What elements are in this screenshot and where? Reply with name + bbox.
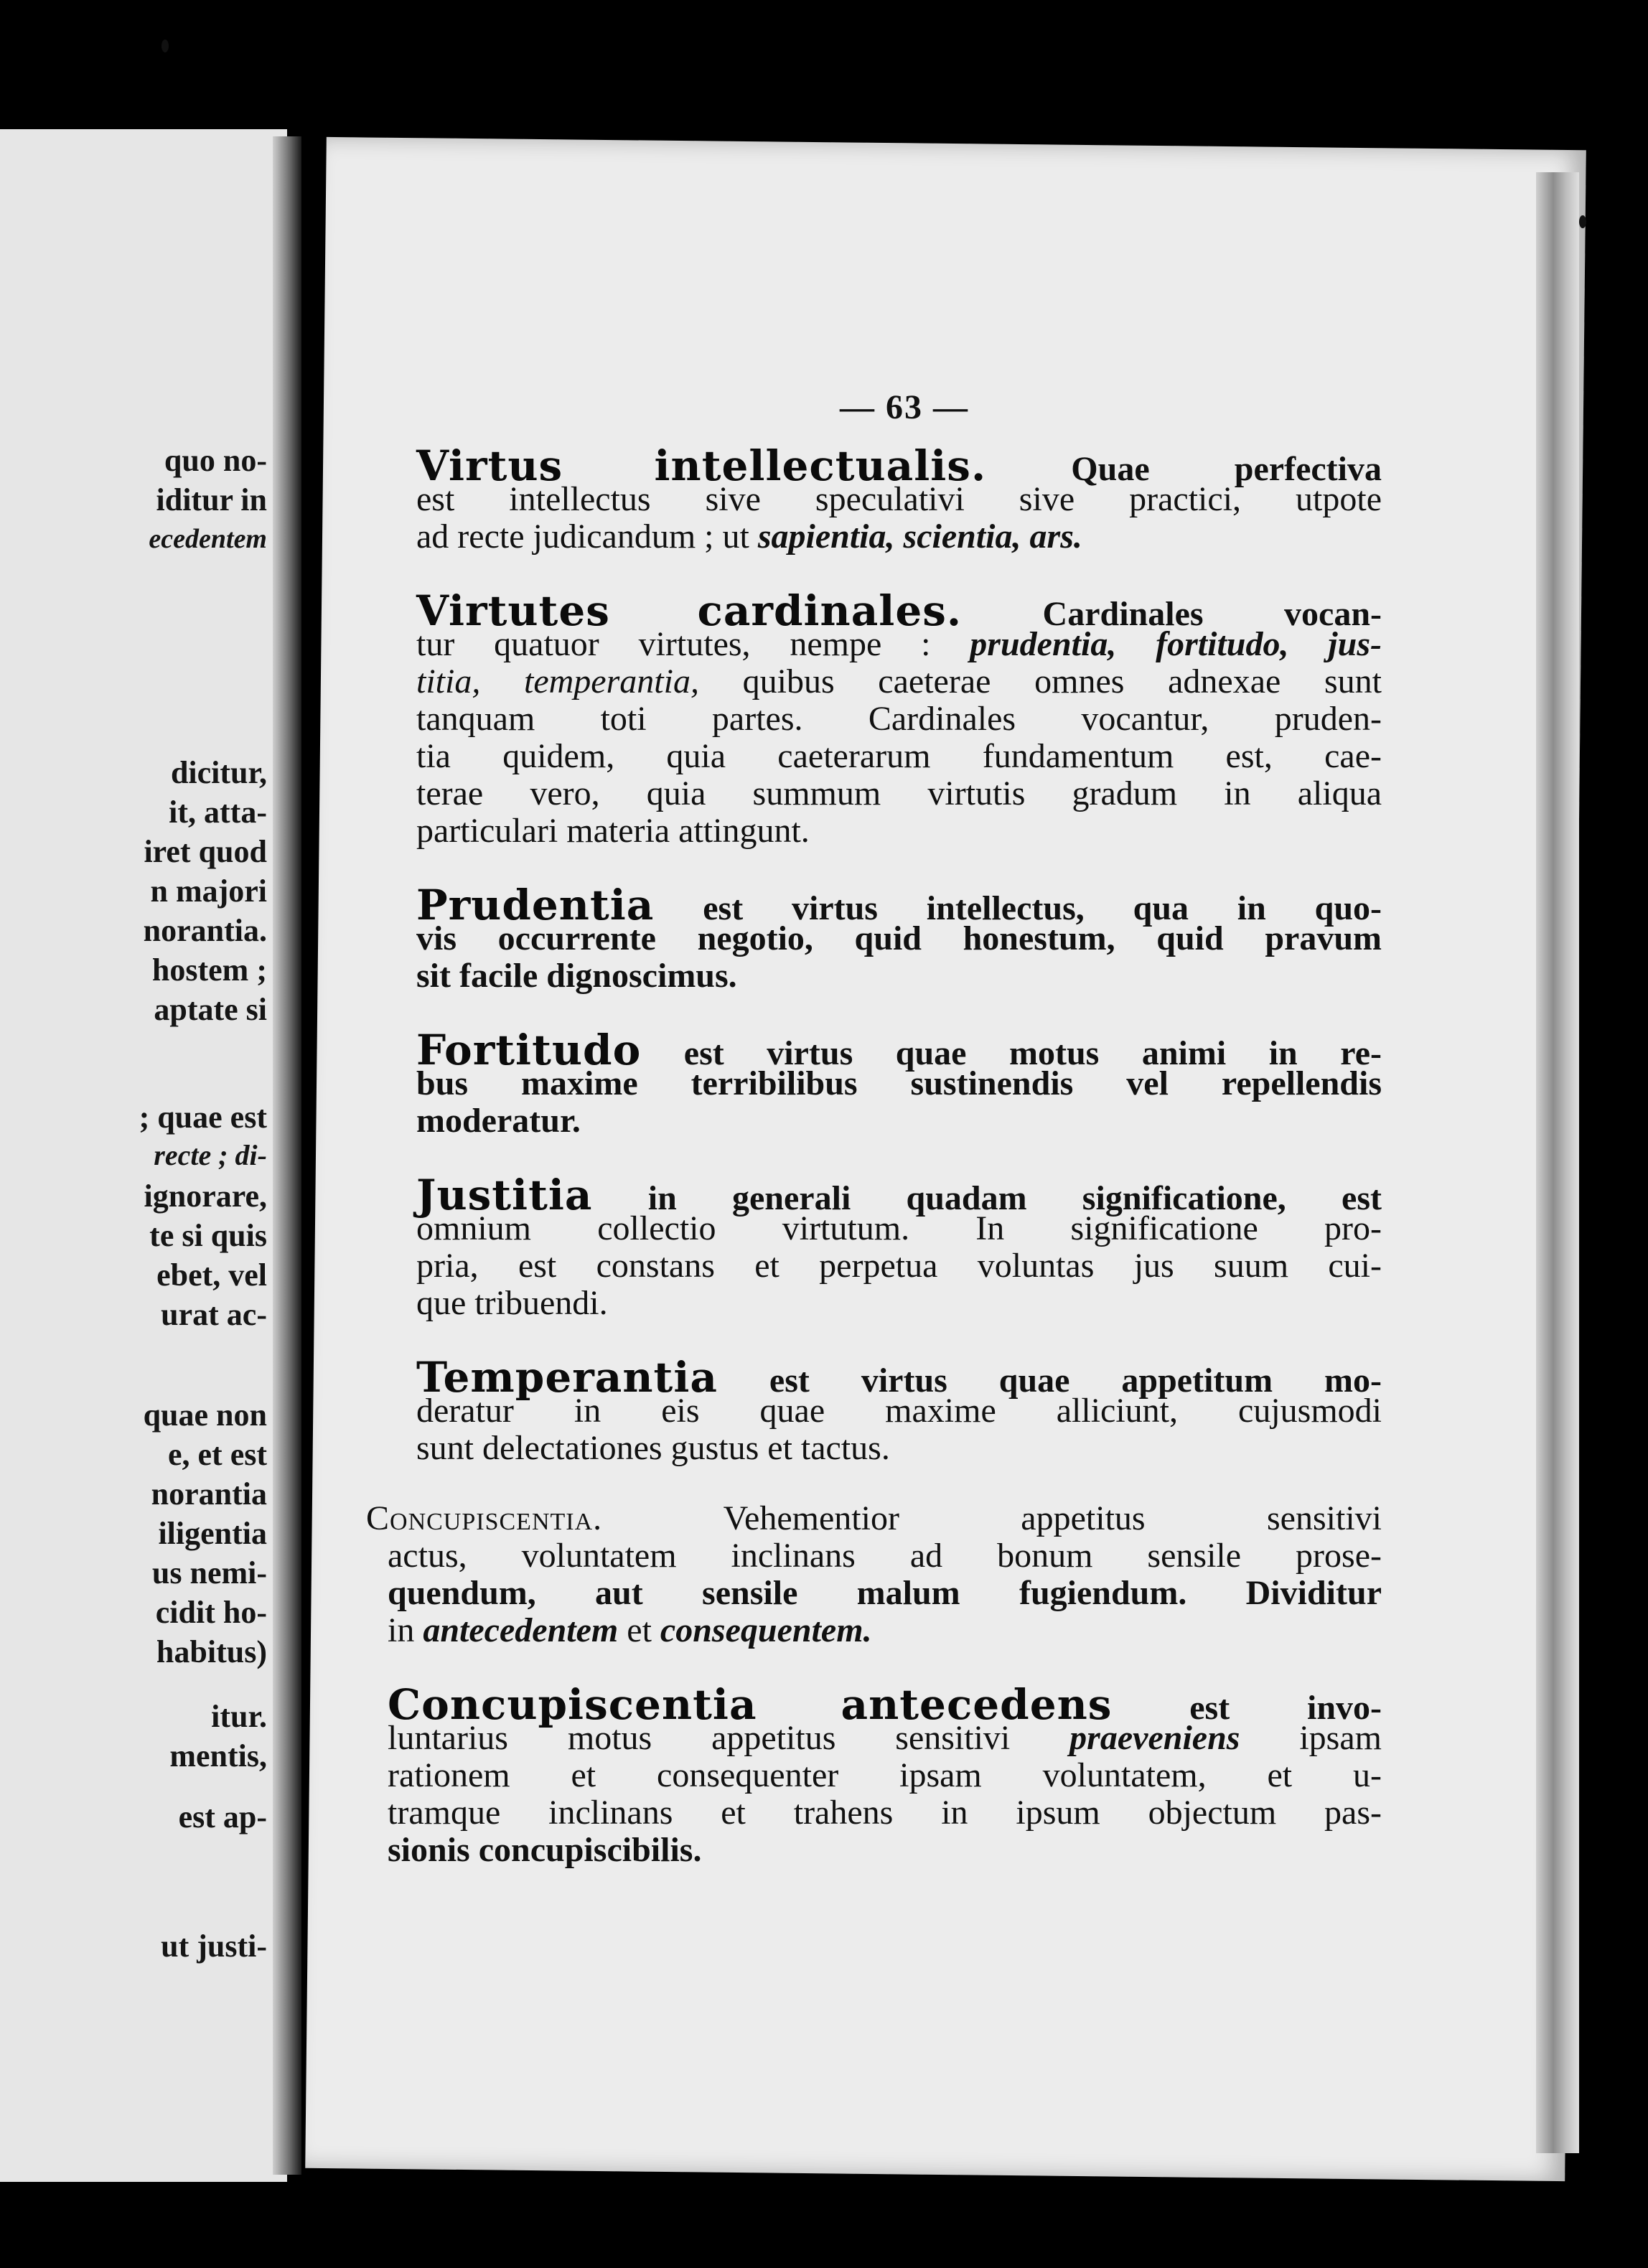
entry-text: antecedentem [423, 1611, 619, 1649]
left-line: norantia. [143, 913, 267, 948]
left-line: est ap- [178, 1799, 267, 1834]
entry-line: rationem et consequenter ipsam voluntatem, et u- [388, 1756, 1382, 1794]
left-line: itur. [211, 1699, 267, 1734]
left-line: iditur in [156, 482, 267, 517]
left-line: ut justi- [161, 1929, 267, 1964]
entry-text: est virtus quae motus animi in re- [683, 1034, 1382, 1072]
entry-line: tia quidem, quia caeterarum fundamentum est, cae- [416, 737, 1382, 775]
left-line: norantia [151, 1476, 267, 1512]
entry-line: actus, voluntatem inclinans ad bonum sensile prose- [388, 1537, 1382, 1575]
previous-page-fragment [0, 129, 287, 2182]
entry-text: quibus caeterae omnes adnexae sunt [698, 662, 1382, 700]
entry-text: in generali quadam significatione, est [647, 1179, 1382, 1217]
left-line: iret quod [144, 834, 267, 869]
book-gutter [273, 136, 301, 2175]
left-line: cidit ho- [155, 1595, 267, 1630]
left-line: ebet, vel [156, 1257, 267, 1293]
entry-temperantia [416, 1353, 1382, 1468]
entry-line: sionis concupiscibilis. [388, 1831, 702, 1869]
entry-line: sit facile dignoscimus. [416, 957, 737, 995]
entry-line: pria, est constans et perpetua voluntas jus suum cui- [416, 1247, 1382, 1285]
entry-heading: Virtus intellectualis. [416, 441, 987, 490]
entry-text: prudentia, fortitudo, jus- [970, 625, 1382, 663]
entry-concupiscentia [366, 1501, 1382, 1651]
left-line: recte ; di- [154, 1139, 267, 1171]
left-line: e, et est [167, 1437, 267, 1472]
entry-justitia [416, 1171, 1382, 1323]
page-number: — 63 — [840, 388, 969, 426]
entry-line: est intellectus sive speculativi sive practici, utpote [416, 480, 1382, 518]
scan-speck [161, 39, 169, 52]
entry-line: vis occurrente negotio, quid honestum, quid pravum [416, 919, 1382, 957]
entry-line: omnium collectio virtutum. In significatione pro- [416, 1209, 1382, 1247]
entry-text: consequentem. [660, 1611, 872, 1649]
left-line: te si quis [149, 1218, 267, 1253]
scan-speck [1579, 215, 1586, 228]
entry-text: sapientia, scientia, ars. [757, 517, 1082, 556]
left-line: hostem ; [151, 952, 267, 988]
entry-text: luntarius motus appetitus sensitivi [388, 1719, 1070, 1757]
page-edge [1536, 172, 1579, 2153]
entry-fortitudo [416, 1026, 1382, 1141]
left-line: dicitur, [170, 755, 267, 790]
entry-virtutes-cardinales [416, 586, 1382, 851]
entry-heading: Justitia [416, 1171, 593, 1219]
entry-text: est invo- [1189, 1689, 1382, 1727]
entry-text: et [618, 1611, 660, 1649]
entry-text: Quae perfectiva [1071, 450, 1382, 488]
entry-text: ipsam [1240, 1719, 1382, 1757]
entry-text: Vehementior appetitus sensitivi [723, 1499, 1382, 1537]
entry-text: Cardinales vocan- [1042, 595, 1382, 633]
entry-virtus-intellectualis [416, 441, 1382, 557]
left-line: urat ac- [161, 1297, 267, 1332]
entry-text: in [388, 1611, 423, 1649]
entry-line: bus maxime terribilibus sustinendis vel repellendis [416, 1064, 1382, 1102]
entry-heading: Concupiscentia antecedens [388, 1680, 1113, 1729]
entry-text: tur quatuor virtutes, nempe : [416, 625, 970, 663]
entry-text: ad recte judicandum ; ut [416, 517, 758, 556]
entry-text: praeveniens [1069, 1719, 1240, 1757]
left-line: ecedentem [149, 524, 267, 554]
entry-text: est virtus intellectus, qua in quo- [703, 889, 1382, 927]
entry-heading: Fortitudo [416, 1026, 642, 1074]
entry-prudentia [416, 881, 1382, 996]
entry-line: tramque inclinans et trahens in ipsum objectum pas- [388, 1794, 1382, 1832]
entry-line: que tribuendi. [416, 1284, 608, 1322]
entry-line: terae vero, quia summum virtutis gradum in aliqua [416, 774, 1382, 812]
left-line: mentis, [169, 1738, 267, 1773]
left-line: it, atta- [169, 795, 267, 830]
entry-concupiscentia-antecedens [388, 1680, 1382, 1870]
left-line: quo no- [164, 443, 267, 478]
page-body [366, 441, 1382, 1870]
entry-line: quendum, aut sensile malum fugiendum. Dividitur [388, 1574, 1382, 1612]
left-line: iligentia [158, 1516, 267, 1551]
entry-line: moderatur. [416, 1102, 581, 1140]
left-line: us nemi- [151, 1555, 267, 1590]
left-line: quae non [143, 1397, 267, 1433]
entry-line: deratur in eis quae maxime alliciunt, cujusmodi [416, 1392, 1382, 1430]
entry-heading: Concupiscentia. [366, 1499, 603, 1537]
entry-heading: Prudentia [416, 881, 655, 929]
entry-line: sunt delectationes gustus et tactus. [416, 1429, 890, 1467]
entry-heading: Virtutes cardinales. [416, 586, 963, 635]
left-line: ignorare, [144, 1178, 267, 1214]
entry-line: tanquam toti partes. Cardinales vocantur, pruden- [416, 700, 1382, 738]
entry-line: particulari materia attingunt. [416, 812, 810, 850]
entry-text: est virtus quae appetitum mo- [769, 1362, 1382, 1400]
left-line: n majori [150, 873, 267, 909]
left-line: ; quae est [139, 1100, 267, 1135]
entry-text: titia, temperantia, [416, 662, 699, 700]
left-line: aptate si [154, 992, 267, 1027]
left-line: habitus) [156, 1634, 267, 1669]
entry-heading: Temperantia [416, 1353, 718, 1402]
